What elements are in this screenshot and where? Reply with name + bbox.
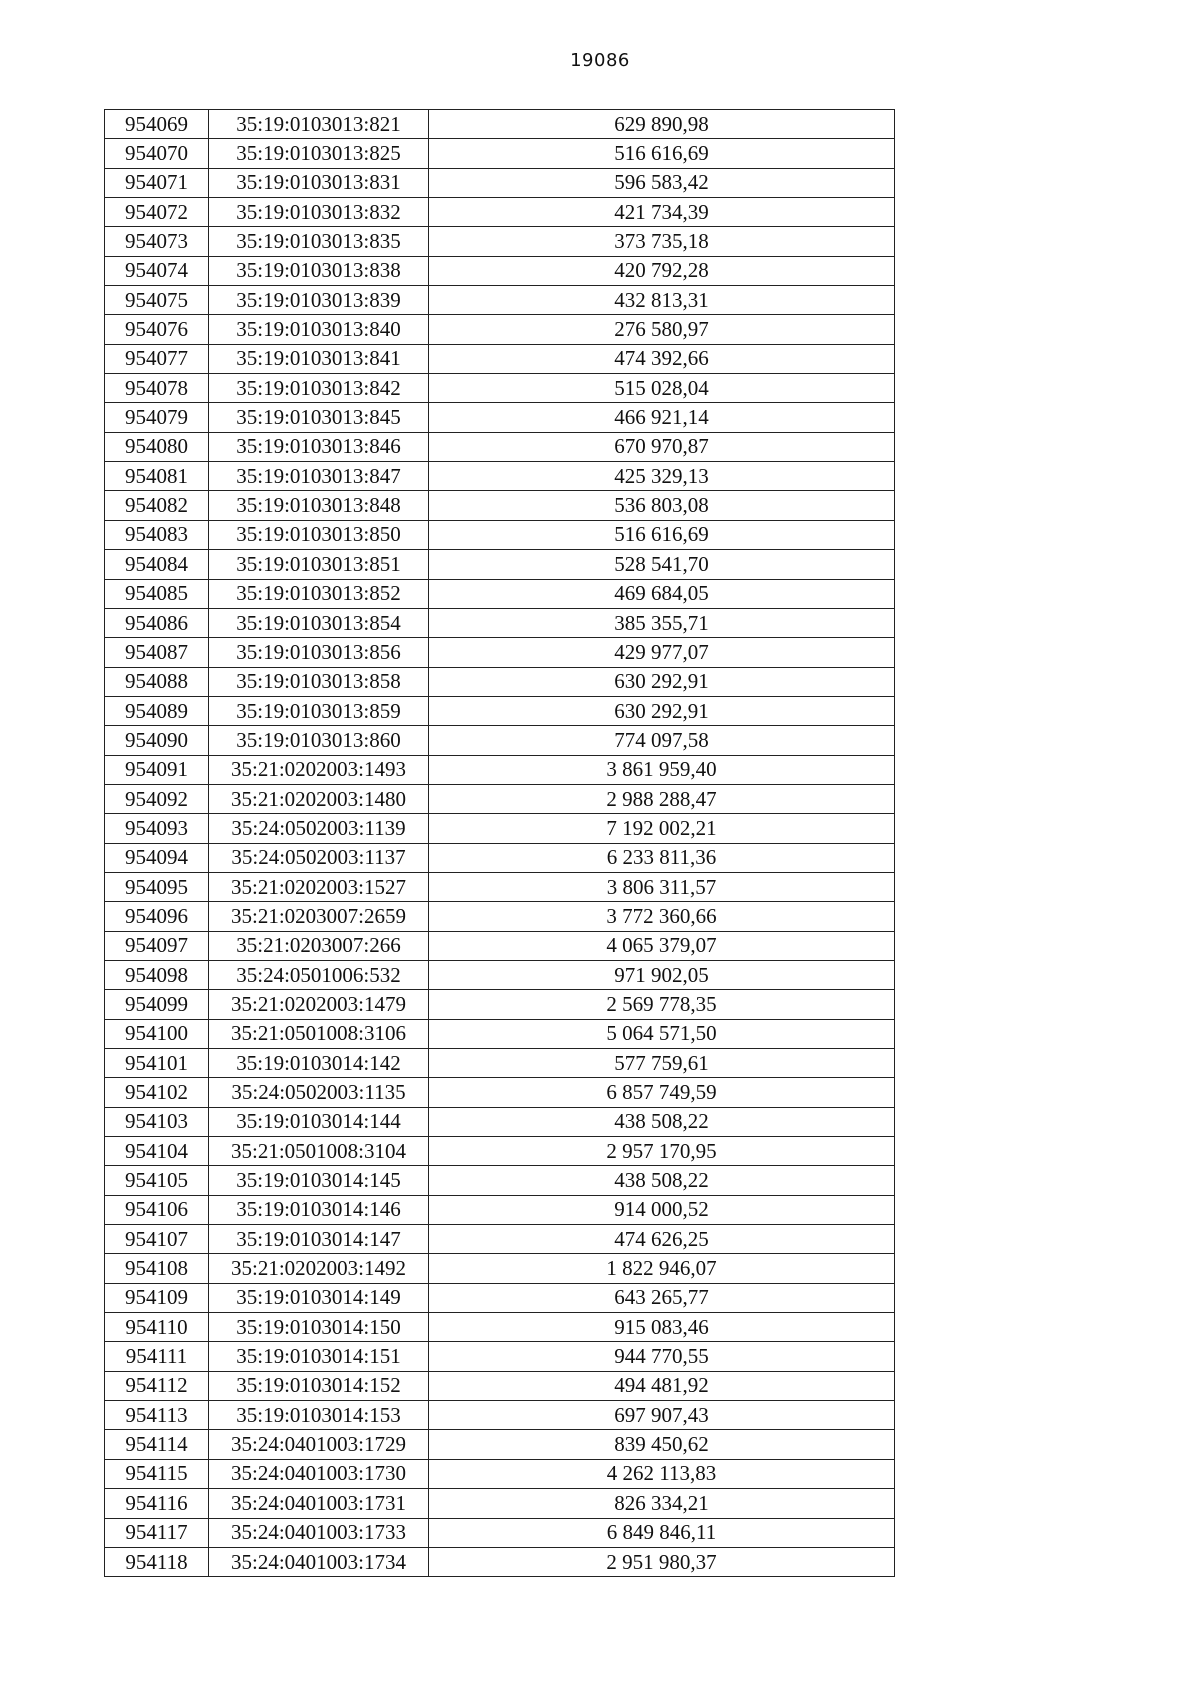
table-row (105, 198, 895, 227)
cadastral-number-cell: 35:21:0203007:266 (209, 931, 429, 960)
cadastral-number-cell: 35:21:0202003:1479 (209, 990, 429, 1019)
table-row (105, 1078, 895, 1107)
cadastral-number-cell: 35:19:0103013:839 (209, 286, 429, 315)
cadastral-value-cell: 425 329,13 (429, 462, 895, 491)
cadastral-number-cell: 35:19:0103014:147 (209, 1225, 429, 1254)
row-number-cell: 954094 (105, 843, 209, 872)
row-number-cell: 954100 (105, 1019, 209, 1048)
table-row (105, 227, 895, 256)
cadastral-value-cell: 6 849 846,11 (429, 1518, 895, 1547)
table-row (105, 784, 895, 813)
row-number-cell: 954118 (105, 1547, 209, 1576)
cadastral-number-cell: 35:19:0103013:835 (209, 227, 429, 256)
table-body (105, 110, 895, 1577)
row-number-cell: 954081 (105, 462, 209, 491)
table-row (105, 872, 895, 901)
cadastral-value-cell: 438 508,22 (429, 1166, 895, 1195)
cadastral-value-cell: 630 292,91 (429, 667, 895, 696)
cadastral-number-cell: 35:19:0103013:821 (209, 110, 429, 139)
table-row (105, 931, 895, 960)
table-row (105, 960, 895, 989)
cadastral-value-cell: 596 583,42 (429, 168, 895, 197)
table-row (105, 1137, 895, 1166)
table-row (105, 139, 895, 168)
cadastral-value-cell: 4 065 379,07 (429, 931, 895, 960)
cadastral-number-cell: 35:19:0103014:145 (209, 1166, 429, 1195)
row-number-cell: 954101 (105, 1049, 209, 1078)
cadastral-value-cell: 420 792,28 (429, 256, 895, 285)
cadastral-value-cell: 3 772 360,66 (429, 902, 895, 931)
cadastral-value-cell: 643 265,77 (429, 1283, 895, 1312)
table-row (105, 608, 895, 637)
cadastral-number-cell: 35:19:0103014:146 (209, 1195, 429, 1224)
cadastral-value-cell: 516 616,69 (429, 520, 895, 549)
row-number-cell: 954079 (105, 403, 209, 432)
cadastral-number-cell: 35:19:0103013:848 (209, 491, 429, 520)
row-number-cell: 954074 (105, 256, 209, 285)
row-number-cell: 954089 (105, 696, 209, 725)
table-row (105, 491, 895, 520)
row-number-cell: 954109 (105, 1283, 209, 1312)
cadastral-value-cell: 629 890,98 (429, 110, 895, 139)
table-row (105, 1107, 895, 1136)
cadastral-value-cell: 630 292,91 (429, 696, 895, 725)
table-row (105, 168, 895, 197)
row-number-cell: 954091 (105, 755, 209, 784)
row-number-cell: 954104 (105, 1137, 209, 1166)
cadastral-value-cell: 6 857 749,59 (429, 1078, 895, 1107)
table-row (105, 579, 895, 608)
table-row (105, 1254, 895, 1283)
row-number-cell: 954084 (105, 550, 209, 579)
row-number-cell: 954114 (105, 1430, 209, 1459)
cadastral-number-cell: 35:24:0401003:1734 (209, 1547, 429, 1576)
cadastral-number-cell: 35:19:0103014:151 (209, 1342, 429, 1371)
cadastral-value-cell: 2 957 170,95 (429, 1137, 895, 1166)
cadastral-value-cell: 474 392,66 (429, 344, 895, 373)
table-row (105, 667, 895, 696)
cadastral-number-cell: 35:24:0401003:1729 (209, 1430, 429, 1459)
row-number-cell: 954105 (105, 1166, 209, 1195)
row-number-cell: 954111 (105, 1342, 209, 1371)
cadastral-number-cell: 35:19:0103013:846 (209, 432, 429, 461)
table-row (105, 990, 895, 1019)
table-row (105, 1547, 895, 1576)
table-row (105, 1049, 895, 1078)
row-number-cell: 954072 (105, 198, 209, 227)
table-row (105, 1518, 895, 1547)
cadastral-number-cell: 35:24:0401003:1730 (209, 1459, 429, 1488)
row-number-cell: 954102 (105, 1078, 209, 1107)
cadastral-value-cell: 914 000,52 (429, 1195, 895, 1224)
row-number-cell: 954083 (105, 520, 209, 549)
cadastral-value-cell: 944 770,55 (429, 1342, 895, 1371)
row-number-cell: 954075 (105, 286, 209, 315)
row-number-cell: 954106 (105, 1195, 209, 1224)
cadastral-value-cell: 774 097,58 (429, 726, 895, 755)
cadastral-value-table (104, 109, 895, 1577)
cadastral-value-cell: 7 192 002,21 (429, 814, 895, 843)
row-number-cell: 954090 (105, 726, 209, 755)
cadastral-number-cell: 35:21:0202003:1493 (209, 755, 429, 784)
table-row (105, 814, 895, 843)
table-row (105, 256, 895, 285)
cadastral-number-cell: 35:21:0202003:1492 (209, 1254, 429, 1283)
cadastral-number-cell: 35:21:0501008:3104 (209, 1137, 429, 1166)
cadastral-number-cell: 35:24:0401003:1731 (209, 1489, 429, 1518)
cadastral-number-cell: 35:19:0103013:838 (209, 256, 429, 285)
table-row (105, 1166, 895, 1195)
cadastral-value-cell: 5 064 571,50 (429, 1019, 895, 1048)
table-row (105, 462, 895, 491)
row-number-cell: 954117 (105, 1518, 209, 1547)
cadastral-number-cell: 35:19:0103014:153 (209, 1401, 429, 1430)
table-row (105, 1371, 895, 1400)
cadastral-number-cell: 35:19:0103013:854 (209, 608, 429, 637)
row-number-cell: 954069 (105, 110, 209, 139)
cadastral-number-cell: 35:19:0103013:860 (209, 726, 429, 755)
cadastral-number-cell: 35:19:0103013:841 (209, 344, 429, 373)
cadastral-value-cell: 528 541,70 (429, 550, 895, 579)
cadastral-value-cell: 438 508,22 (429, 1107, 895, 1136)
row-number-cell: 954103 (105, 1107, 209, 1136)
cadastral-value-cell: 2 569 778,35 (429, 990, 895, 1019)
cadastral-value-cell: 1 822 946,07 (429, 1254, 895, 1283)
table-row (105, 344, 895, 373)
page-number: 19086 (570, 50, 630, 71)
table-row (105, 902, 895, 931)
cadastral-value-cell: 839 450,62 (429, 1430, 895, 1459)
cadastral-value-cell: 915 083,46 (429, 1313, 895, 1342)
cadastral-value-cell: 385 355,71 (429, 608, 895, 637)
table-row (105, 374, 895, 403)
cadastral-value-cell: 469 684,05 (429, 579, 895, 608)
table-row (105, 1019, 895, 1048)
table-row (105, 550, 895, 579)
row-number-cell: 954087 (105, 638, 209, 667)
cadastral-number-cell: 35:19:0103013:831 (209, 168, 429, 197)
cadastral-value-cell: 515 028,04 (429, 374, 895, 403)
cadastral-number-cell: 35:19:0103013:847 (209, 462, 429, 491)
cadastral-number-cell: 35:19:0103014:150 (209, 1313, 429, 1342)
cadastral-number-cell: 35:21:0202003:1527 (209, 872, 429, 901)
table-row (105, 843, 895, 872)
row-number-cell: 954097 (105, 931, 209, 960)
cadastral-number-cell: 35:19:0103013:851 (209, 550, 429, 579)
row-number-cell: 954070 (105, 139, 209, 168)
cadastral-value-cell: 474 626,25 (429, 1225, 895, 1254)
cadastral-number-cell: 35:24:0401003:1733 (209, 1518, 429, 1547)
row-number-cell: 954086 (105, 608, 209, 637)
row-number-cell: 954099 (105, 990, 209, 1019)
cadastral-value-cell: 466 921,14 (429, 403, 895, 432)
table-row (105, 1342, 895, 1371)
cadastral-value-cell: 697 907,43 (429, 1401, 895, 1430)
cadastral-number-cell: 35:19:0103013:856 (209, 638, 429, 667)
cadastral-value-cell: 577 759,61 (429, 1049, 895, 1078)
row-number-cell: 954112 (105, 1371, 209, 1400)
row-number-cell: 954071 (105, 168, 209, 197)
table-row (105, 1283, 895, 1312)
table-row (105, 1195, 895, 1224)
table-row (105, 315, 895, 344)
cadastral-number-cell: 35:19:0103013:825 (209, 139, 429, 168)
table-row (105, 1459, 895, 1488)
table-row (105, 403, 895, 432)
table-row (105, 726, 895, 755)
row-number-cell: 954076 (105, 315, 209, 344)
cadastral-value-cell: 2 988 288,47 (429, 784, 895, 813)
cadastral-value-cell: 3 861 959,40 (429, 755, 895, 784)
row-number-cell: 954092 (105, 784, 209, 813)
table-row (105, 286, 895, 315)
row-number-cell: 954093 (105, 814, 209, 843)
cadastral-value-cell: 516 616,69 (429, 139, 895, 168)
row-number-cell: 954108 (105, 1254, 209, 1283)
cadastral-value-cell: 276 580,97 (429, 315, 895, 344)
row-number-cell: 954082 (105, 491, 209, 520)
row-number-cell: 954098 (105, 960, 209, 989)
cadastral-number-cell: 35:19:0103014:142 (209, 1049, 429, 1078)
cadastral-number-cell: 35:19:0103014:152 (209, 1371, 429, 1400)
table-row (105, 1401, 895, 1430)
cadastral-value-cell: 494 481,92 (429, 1371, 895, 1400)
row-number-cell: 954088 (105, 667, 209, 696)
cadastral-number-cell: 35:19:0103013:852 (209, 579, 429, 608)
table-row (105, 638, 895, 667)
row-number-cell: 954073 (105, 227, 209, 256)
cadastral-value-cell: 432 813,31 (429, 286, 895, 315)
cadastral-number-cell: 35:24:0502003:1135 (209, 1078, 429, 1107)
table-row (105, 1430, 895, 1459)
row-number-cell: 954115 (105, 1459, 209, 1488)
row-number-cell: 954107 (105, 1225, 209, 1254)
table-row (105, 755, 895, 784)
table-row (105, 110, 895, 139)
cadastral-value-cell: 6 233 811,36 (429, 843, 895, 872)
cadastral-number-cell: 35:19:0103013:845 (209, 403, 429, 432)
row-number-cell: 954113 (105, 1401, 209, 1430)
row-number-cell: 954116 (105, 1489, 209, 1518)
row-number-cell: 954080 (105, 432, 209, 461)
cadastral-number-cell: 35:24:0502003:1137 (209, 843, 429, 872)
cadastral-number-cell: 35:19:0103014:144 (209, 1107, 429, 1136)
cadastral-number-cell: 35:19:0103013:840 (209, 315, 429, 344)
cadastral-number-cell: 35:24:0501006:532 (209, 960, 429, 989)
cadastral-value-cell: 826 334,21 (429, 1489, 895, 1518)
cadastral-value-cell: 971 902,05 (429, 960, 895, 989)
cadastral-number-cell: 35:19:0103014:149 (209, 1283, 429, 1312)
cadastral-value-cell: 373 735,18 (429, 227, 895, 256)
row-number-cell: 954096 (105, 902, 209, 931)
table-row (105, 696, 895, 725)
cadastral-number-cell: 35:19:0103013:858 (209, 667, 429, 696)
row-number-cell: 954078 (105, 374, 209, 403)
table-row (105, 1489, 895, 1518)
cadastral-number-cell: 35:19:0103013:859 (209, 696, 429, 725)
table-row (105, 432, 895, 461)
row-number-cell: 954077 (105, 344, 209, 373)
cadastral-value-cell: 3 806 311,57 (429, 872, 895, 901)
cadastral-number-cell: 35:21:0203007:2659 (209, 902, 429, 931)
cadastral-value-cell: 421 734,39 (429, 198, 895, 227)
cadastral-number-cell: 35:19:0103013:850 (209, 520, 429, 549)
table-row (105, 1225, 895, 1254)
cadastral-number-cell: 35:21:0501008:3106 (209, 1019, 429, 1048)
cadastral-value-cell: 670 970,87 (429, 432, 895, 461)
table-row (105, 1313, 895, 1342)
cadastral-value-cell: 2 951 980,37 (429, 1547, 895, 1576)
cadastral-number-cell: 35:19:0103013:832 (209, 198, 429, 227)
row-number-cell: 954085 (105, 579, 209, 608)
cadastral-number-cell: 35:21:0202003:1480 (209, 784, 429, 813)
table-row (105, 520, 895, 549)
row-number-cell: 954095 (105, 872, 209, 901)
row-number-cell: 954110 (105, 1313, 209, 1342)
cadastral-value-cell: 4 262 113,83 (429, 1459, 895, 1488)
cadastral-number-cell: 35:24:0502003:1139 (209, 814, 429, 843)
cadastral-value-cell: 536 803,08 (429, 491, 895, 520)
cadastral-value-cell: 429 977,07 (429, 638, 895, 667)
cadastral-number-cell: 35:19:0103013:842 (209, 374, 429, 403)
